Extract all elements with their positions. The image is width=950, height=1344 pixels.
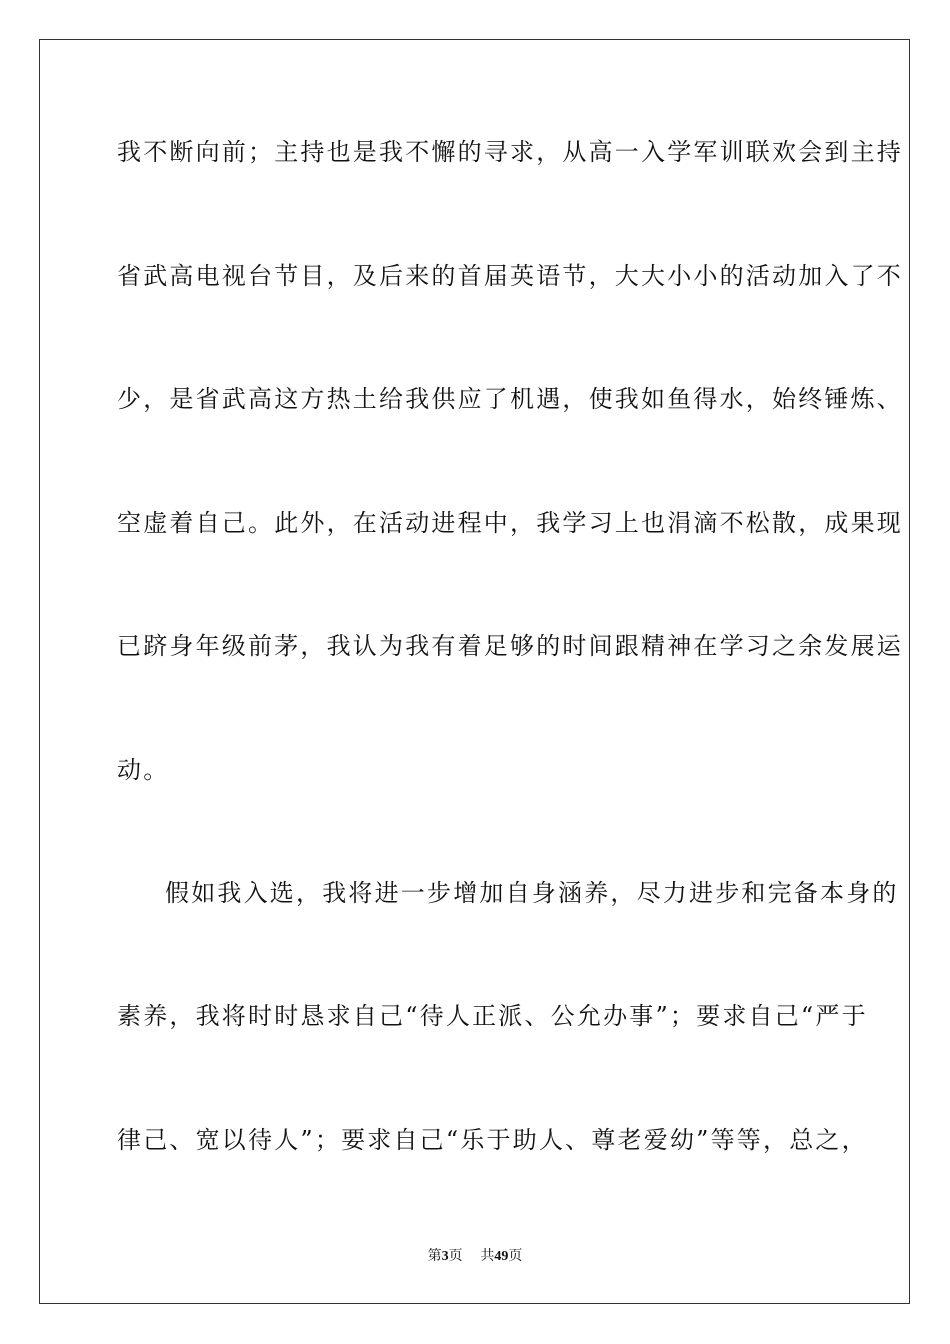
page-border	[39, 39, 910, 1304]
page-footer	[0, 1247, 950, 1266]
page-suffix: 页	[448, 1248, 463, 1264]
page-number: 3	[441, 1249, 449, 1264]
total-pages: 49	[494, 1249, 509, 1264]
total-suffix: 页	[508, 1248, 523, 1264]
total-prefix: 共	[480, 1248, 495, 1264]
paragraph-line: 已跻身年级前茅，我认为我有着足够的时间跟精神在学习之余发展运	[117, 632, 903, 660]
paragraph-line: 假如我入选，我将进一步增加自身涵养，尽力进步和完备本身的	[165, 879, 899, 907]
paragraph-line: 空虚着自己。此外，在活动进程中，我学习上也涓滴不松散，成果现	[117, 509, 903, 537]
paragraph-line: 动。	[117, 756, 170, 784]
paragraph-line: 少，是省武高这方热土给我供应了机遇，使我如鱼得水，始终锤炼、	[117, 385, 903, 413]
paragraph-line: 我不断向前；主持也是我不懈的寻求，从高一入学军训联欢会到主持	[117, 138, 903, 166]
paragraph-line: 律己、宽以待人”；要求自己“乐于助人、尊老爱幼”等等，总之，	[117, 1126, 868, 1154]
paragraph-line: 省武高电视台节目，及后来的首届英语节，大大小小的活动加入了不	[117, 262, 903, 290]
paragraph-line: 素养，我将时时恳求自己“待人正派、公允办事”；要求自己“严于	[117, 1002, 868, 1030]
page-prefix: 第	[427, 1248, 442, 1264]
